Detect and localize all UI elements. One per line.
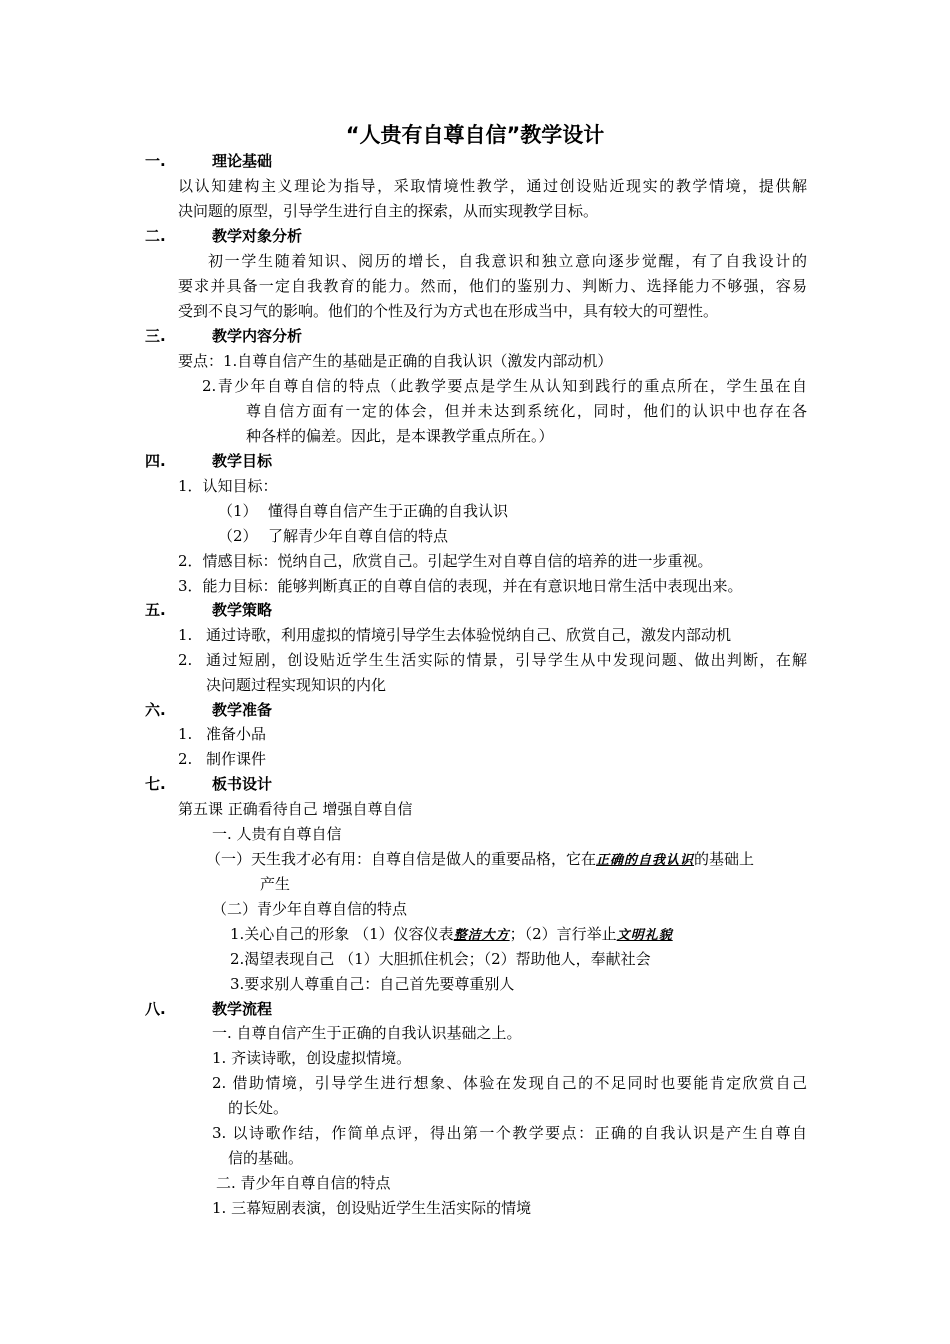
text-line: 2.青少年自尊自信的特点（此教学要点是学生从认知到践行的重点所在，学生虽在自: [202, 377, 807, 395]
text-line: 2. 借助情境，引导学生进行想象、体验在发现自己的不足同时也要能肯定欣赏自己: [212, 1074, 807, 1092]
item-number: 1.: [178, 626, 193, 644]
section-number: 八.: [145, 1000, 166, 1018]
item-number: （2）: [218, 527, 258, 545]
text-line: 初一学生随着知识、阅历的增长，自我意识和独立意向逐步觉醒，有了自我设计的: [208, 252, 807, 270]
section-number: 一.: [145, 152, 166, 170]
text-line: 决问题的原型，引导学生进行自主的探索，从而实现教学目标。: [178, 202, 599, 220]
text-line: 1. 三幕短剧表演，创设贴近学生生活实际的情境: [212, 1199, 532, 1217]
text-line: 信的基础。: [228, 1149, 304, 1167]
text-line: 1．认知目标：: [178, 477, 278, 495]
text-line: 3．能力目标：能够判断真正的自尊自信的表现，并在有意识地日常生活中表现出来。: [178, 577, 743, 595]
text-line: [230, 922, 673, 948]
section-title: 教学准备: [212, 701, 273, 719]
section-number: 七.: [145, 775, 166, 793]
text-run: 1.关心自己的形象 （1）仪容仪表: [230, 925, 454, 943]
text-line: 尊自信方面有一定的体会，但并未达到系统化，同时，他们的认识中也存在各: [246, 402, 807, 420]
highlighted-term: 文明礼貌: [616, 928, 673, 943]
text-line: 第五课 正确看待自己 增强自尊自信: [178, 800, 413, 818]
item-number: 2.: [178, 651, 193, 669]
text-line: 一. 人贵有自尊自信: [212, 825, 342, 843]
section-title: 教学内容分析: [212, 327, 303, 345]
text-line: 一. 自尊自信产生于正确的自我认识基础之上。: [212, 1024, 522, 1042]
section-number: 二.: [145, 227, 166, 245]
item-number: 1.: [178, 725, 193, 743]
section-number: 五.: [145, 601, 166, 619]
text-line: 2．情感目标：悦纳自己，欣赏自己。引起学生对自尊自信的培养的进一步重视。: [178, 552, 713, 570]
text-line: 通过短剧，创设贴近学生生活实际的情景，引导学生从中发现问题、做出判断，在解: [206, 651, 807, 669]
text-line: 1. 齐读诗歌，创设虚拟情境。: [212, 1049, 412, 1067]
text-line: （二）青少年自尊自信的特点: [212, 900, 408, 918]
text-line: 2.渴望表现自己 （1）大胆抓住机会；（2）帮助他人，奉献社会: [230, 950, 651, 968]
text-line: 二. 青少年自尊自信的特点: [216, 1174, 391, 1192]
section-number: 六.: [145, 701, 166, 719]
text-line: 受到不良习气的影响。他们的个性及行为方式也在形成当中，具有较大的可塑性。: [178, 302, 719, 320]
text-line: 要点：1.自尊自信产生的基础是正确的自我认识（激发内部动机）: [178, 352, 613, 370]
text-line: 制作课件: [206, 750, 267, 768]
section-title: 教学流程: [212, 1000, 273, 1018]
text-line: 决问题过程实现知识的内化: [206, 676, 387, 694]
item-number: 2.: [178, 750, 193, 768]
highlighted-term: 正确的自我认识: [596, 853, 695, 868]
highlighted-term: 整洁大方: [453, 928, 510, 943]
text-line: 3. 以诗歌作结，作简单点评，得出第一个教学要点：正确的自我认识是产生自尊自: [212, 1124, 807, 1142]
text-line: [206, 847, 754, 873]
section-title: 教学目标: [212, 452, 273, 470]
text-line: 准备小品: [206, 725, 267, 743]
section-number: 三.: [145, 327, 166, 345]
section-title: 板书设计: [212, 775, 273, 793]
text-line: 的长处。: [228, 1099, 289, 1117]
text-line: 3.要求别人尊重自己：自己首先要尊重别人: [230, 975, 515, 993]
document-title: “人贵有自尊自信”教学设计: [345, 123, 605, 147]
text-line: 要求并具备一定自我教育的能力。然而，他们的鉴别力、判断力、选择能力不够强，容易: [178, 277, 807, 295]
text-line: 产生: [260, 875, 291, 893]
text-run: ；（2）言行举止: [509, 925, 617, 943]
text-run: （一）天生我才必有用：自尊自信是做人的重要品格，它在: [206, 850, 597, 868]
text-run: 的基础上: [694, 850, 755, 868]
item-number: （1）: [218, 502, 258, 520]
section-number: 四.: [145, 452, 166, 470]
section-title: 理论基础: [212, 152, 273, 170]
text-line: 懂得自尊自信产生于正确的自我认识: [268, 502, 509, 520]
section-title: 教学策略: [212, 601, 273, 619]
section-title: 教学对象分析: [212, 227, 303, 245]
text-line: 以认知建构主义理论为指导，采取情境性教学，通过创设贴近现实的教学情境，提供解: [178, 177, 807, 195]
text-line: 了解青少年自尊自信的特点: [268, 527, 449, 545]
text-line: 种各样的偏差。因此，是本课教学重点所在。）: [246, 427, 554, 445]
text-line: 通过诗歌，利用虚拟的情境引导学生去体验悦纳自己、欣赏自己，激发内部动机: [206, 626, 732, 644]
